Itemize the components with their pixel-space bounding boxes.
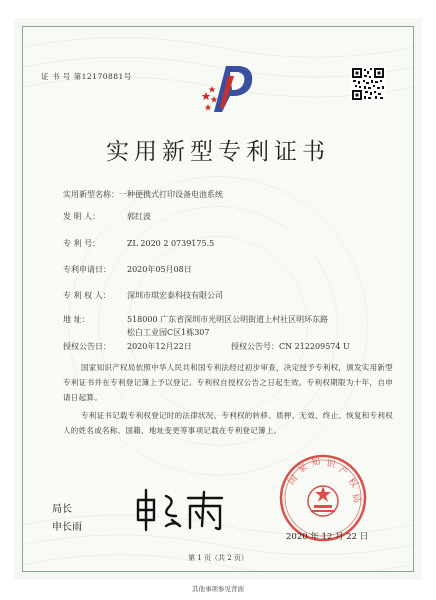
field-label: 专利申请日：	[63, 265, 111, 274]
field-inventor	[63, 211, 151, 222]
field-label: 授权公告号：	[231, 342, 279, 351]
svg-text:国: 国	[286, 473, 301, 487]
paragraph-legal-status: 专利证书记载专利权登记时的法律状况。专利权的转移、质押、无效、终止、恢复和专利权人的姓名或名称、国籍、地址变更等事项记载在专利登记簿上。	[63, 411, 393, 435]
certificate-title: 实用新型专利证书	[106, 139, 330, 165]
field-address-line2: 松白工业园C区1栋307	[127, 328, 210, 337]
footer-note: 其他事项参见背面	[192, 585, 244, 593]
certificate-number: 证 书 号 第12170881号	[41, 72, 132, 81]
svg-text:家: 家	[296, 462, 310, 476]
field-patent-number	[63, 238, 214, 249]
director-title: 局长	[52, 504, 72, 515]
field-utility-model-name	[63, 189, 223, 200]
field-grant-date	[63, 341, 350, 352]
field-address	[63, 314, 328, 325]
field-label: 实用新型名称：	[63, 190, 119, 199]
field-value: 深圳市琪宏泰科技有限公司	[127, 291, 223, 300]
handwritten-signature	[132, 486, 228, 534]
svg-text:局: 局	[349, 492, 362, 505]
svg-text:产: 产	[336, 464, 350, 479]
field-value: 一种便携式打印设备电池系统	[119, 190, 223, 199]
field-label: 专 利 号：	[63, 239, 101, 248]
field-value: 2020年05月08日	[127, 265, 192, 274]
page-number: 第 1 页（共 2 页）	[188, 554, 248, 562]
field-label: 地 址：	[63, 315, 90, 324]
patent-office-logo	[200, 62, 258, 114]
field-label: 专 利 权 人：	[63, 291, 111, 300]
svg-text:权: 权	[345, 476, 360, 490]
qr-code-icon	[351, 67, 385, 101]
field-label: 发 明 人：	[63, 212, 101, 221]
director-name: 申长雨	[52, 522, 82, 533]
field-value: 2020年12月22日	[127, 342, 192, 351]
field-value: 518000 广东省深圳市光明区公明街道上村社区明环东路	[127, 315, 329, 324]
field-value: CN 212209574 U	[279, 342, 350, 351]
svg-text:知: 知	[310, 457, 322, 469]
field-value: 郭红波	[127, 212, 151, 221]
field-patentee	[63, 290, 223, 301]
svg-text:识: 识	[325, 459, 337, 471]
field-application-date	[63, 264, 192, 275]
field-label: 授权公告日：	[63, 342, 111, 351]
field-value: ZL 2020 2 0739175.5	[127, 239, 215, 248]
paragraph-grant: 国家知识产权局依照中华人民共和国专利法经过初步审查，决定授予专利权，颁发实用新型专利证书并在专利登记簿上予以登记。专利权自授权公告之日起生效。专利权期限为十年，自申请日起算。	[63, 363, 393, 402]
issue-date-stamp: 2020 年 12 月 22 日	[286, 532, 369, 542]
